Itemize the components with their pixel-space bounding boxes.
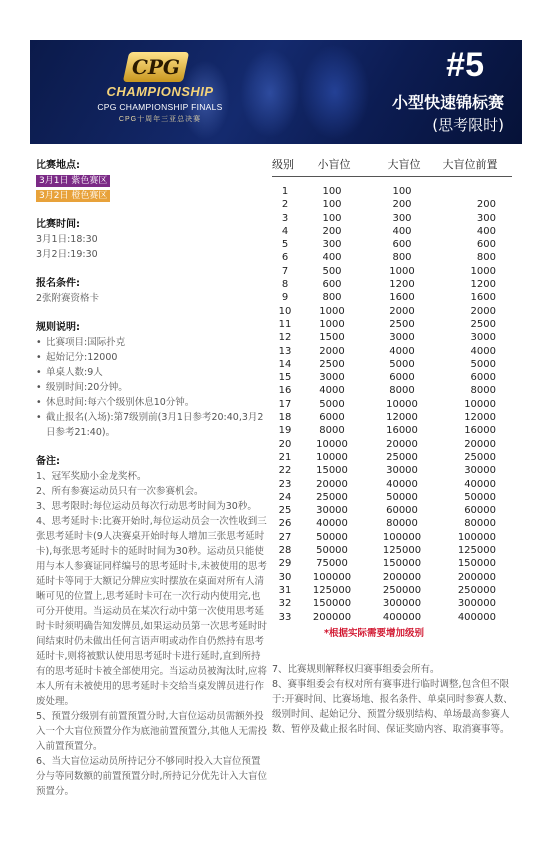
- event-banner: [30, 40, 522, 144]
- cell-small-blind: 100: [322, 212, 342, 224]
- note-item: 2、所有参赛运动员只有一次参赛机会。: [36, 486, 204, 497]
- header-big-blind: 大盲位: [387, 158, 421, 171]
- table-row: [272, 278, 512, 291]
- note-item: 3、思考限时:每位运动员每次行动思考时间为30秒。: [36, 501, 257, 512]
- cell-big-blind: 20000: [386, 438, 418, 450]
- cell-bb-ante: 150000: [457, 558, 496, 570]
- cell-small-blind: 200: [322, 225, 342, 237]
- note-item: 5、预置分级别有前置预置分时,大盲位运动员需额外投入一个大盲位预置分作为底池前置预置分,其他人无需投入前置预置分。: [36, 711, 268, 752]
- table-row: [272, 225, 512, 238]
- cell-big-blind: 250000: [382, 584, 422, 596]
- cell-bb-ante: 20000: [464, 438, 496, 450]
- cell-level: 3: [281, 212, 289, 224]
- cell-bb-ante: 300: [476, 212, 496, 224]
- logo-subtitle-cn: CPG十周年三亚总决赛: [118, 116, 202, 123]
- cell-level: 10: [278, 305, 292, 317]
- table-row: [272, 544, 512, 557]
- table-row: [272, 451, 512, 464]
- table-row: [272, 318, 512, 331]
- cell-big-blind: 40000: [386, 478, 418, 490]
- cell-bb-ante: 1600: [470, 292, 496, 304]
- cell-big-blind: 80000: [386, 518, 418, 530]
- table-row: [272, 504, 512, 517]
- cell-big-blind: 300000: [382, 598, 422, 610]
- cell-bb-ante: 2500: [470, 318, 496, 330]
- cell-level: 23: [278, 478, 292, 490]
- cell-level: 5: [281, 239, 289, 251]
- cell-big-blind: 2500: [389, 318, 415, 330]
- cell-small-blind: 100: [322, 186, 342, 197]
- cell-bb-ante: 80000: [464, 518, 496, 530]
- cell-small-blind: 2000: [319, 345, 345, 357]
- cell-bb-ante: 4000: [470, 345, 496, 357]
- cell-bb-ante: 125000: [457, 545, 496, 557]
- table-row: [272, 424, 512, 437]
- table-header: [272, 154, 512, 174]
- event-info-column: [36, 158, 268, 799]
- header-bb-ante: 大盲位前置: [442, 158, 498, 171]
- cell-small-blind: 4000: [319, 385, 345, 397]
- table-row: [272, 198, 512, 211]
- table-row: [272, 251, 512, 264]
- cell-big-blind: 30000: [386, 465, 418, 477]
- table-row: [272, 557, 512, 570]
- cell-bb-ante: 1000: [470, 265, 496, 277]
- cell-big-blind: 125000: [382, 545, 422, 557]
- cell-level: 32: [278, 598, 292, 610]
- cell-small-blind: 40000: [316, 518, 348, 530]
- signup-value: 2张附赛资格卡: [36, 293, 100, 304]
- cell-big-blind: 100000: [382, 531, 422, 543]
- table-row: [272, 305, 512, 318]
- banner-fingerprint-glow: [300, 44, 370, 140]
- cell-big-blind: 50000: [386, 491, 418, 503]
- cell-big-blind: 3000: [389, 332, 415, 344]
- cell-small-blind: 200000: [312, 611, 352, 623]
- cell-big-blind: 1000: [389, 265, 415, 277]
- table-row: [272, 371, 512, 384]
- cell-small-blind: 400: [322, 252, 342, 264]
- cell-small-blind: 800: [322, 292, 342, 304]
- cell-small-blind: 1000: [319, 318, 345, 330]
- table-row: [272, 491, 512, 504]
- rules-list: [36, 335, 268, 440]
- time-day2: 3月2日:19:30: [36, 249, 98, 260]
- cell-level: 4: [281, 225, 289, 237]
- cell-level: 6: [281, 252, 289, 264]
- cell-level: 25: [278, 505, 292, 517]
- cell-big-blind: 1600: [389, 292, 415, 304]
- table-row: [272, 384, 512, 397]
- note-item: 8、赛事组委会有权对所有赛事进行临时调整,包含但不限于:开赛时间、比赛场地、报名条件、单桌同时参赛人数、级别时间、起始记分、预置分级别结构、单场最高参赛人数、暂停及截止报名时间、保证奖励内容、取消赛事等。: [272, 679, 513, 735]
- cell-bb-ante: 12000: [464, 412, 496, 424]
- cell-big-blind: 12000: [386, 412, 418, 424]
- venue-day1-badge: 3月1日 紫色赛区: [36, 175, 110, 187]
- cell-bb-ante: 6000: [470, 372, 496, 384]
- cell-small-blind: 300: [322, 239, 342, 251]
- cell-level: 11: [278, 318, 292, 330]
- cell-level: 7: [281, 265, 289, 277]
- cell-bb-ante: 100000: [457, 531, 496, 543]
- cell-level: 33: [278, 611, 292, 623]
- table-row: [272, 265, 512, 278]
- table-row: [272, 597, 512, 610]
- cell-bb-ante: 2000: [470, 305, 496, 317]
- cell-big-blind: 600: [392, 239, 412, 251]
- cell-big-blind: 150000: [382, 558, 422, 570]
- cell-small-blind: 1000: [319, 305, 345, 317]
- table-row: [272, 331, 512, 344]
- cell-big-blind: 5000: [389, 358, 415, 370]
- cell-bb-ante: 8000: [470, 385, 496, 397]
- cell-small-blind: 5000: [319, 398, 345, 410]
- cell-level: 24: [278, 491, 292, 503]
- table-row: [272, 185, 512, 198]
- banner-fingerprint-glow: [240, 48, 300, 138]
- table-row: [272, 464, 512, 477]
- cell-big-blind: 60000: [386, 505, 418, 517]
- cell-big-blind: 10000: [386, 398, 418, 410]
- table-row: [272, 517, 512, 530]
- table-row: [272, 291, 512, 304]
- cell-bb-ante: 50000: [464, 491, 496, 503]
- cell-level: 17: [278, 398, 292, 410]
- cell-level: 9: [281, 292, 289, 304]
- cell-big-blind: 4000: [389, 345, 415, 357]
- cell-bb-ante: 40000: [464, 478, 496, 490]
- note-item: 1、冠军奖励小金龙奖杯。: [36, 471, 147, 482]
- cell-level: 13: [278, 345, 292, 357]
- rule-item: • 休息时间:每六个级别休息10分钟。: [36, 395, 268, 410]
- cell-small-blind: 8000: [319, 425, 345, 437]
- cell-level: 21: [278, 451, 292, 463]
- notes-label: 备注:: [36, 456, 60, 467]
- cell-bb-ante: 800: [476, 252, 496, 264]
- cell-small-blind: 1500: [319, 332, 345, 344]
- cell-bb-ante: 3000: [470, 332, 496, 344]
- cell-level: 20: [278, 438, 292, 450]
- table-row: [272, 438, 512, 451]
- table-row: [272, 571, 512, 584]
- cell-level: 18: [278, 412, 292, 424]
- venue-label: 比赛地点:: [36, 160, 80, 171]
- table-row: [272, 358, 512, 371]
- cell-level: 1: [281, 186, 289, 197]
- cell-bb-ante: 250000: [457, 584, 496, 596]
- cell-small-blind: 30000: [316, 505, 348, 517]
- table-body: [272, 185, 512, 624]
- cell-bb-ante: 16000: [464, 425, 496, 437]
- table-row: [272, 611, 512, 624]
- note-item: 7、比赛规则解释权归赛事组委会所有。: [272, 664, 440, 675]
- cell-bb-ante: 1200: [470, 279, 496, 291]
- cell-level: 16: [278, 385, 292, 397]
- cell-bb-ante: 400: [476, 225, 496, 237]
- cell-level: 15: [278, 372, 292, 384]
- cell-bb-ante: 400000: [457, 611, 496, 623]
- cell-small-blind: 100000: [312, 571, 352, 583]
- cpg-logo: CPG: [123, 52, 189, 82]
- cell-level: 19: [278, 425, 292, 437]
- cell-small-blind: 100: [322, 199, 342, 211]
- cell-big-blind: 2000: [389, 305, 415, 317]
- cell-small-blind: 20000: [316, 478, 348, 490]
- cell-big-blind: 400000: [382, 611, 422, 623]
- cell-bb-ante: 600: [476, 239, 496, 251]
- cell-big-blind: 300: [392, 212, 412, 224]
- cell-small-blind: 500: [322, 265, 342, 277]
- note-item: 4、思考延时卡:比赛开始时,每位运动员会一次性收到三张思考延时卡(9人决赛桌开始时每人增加三张思考延时卡),每张思考延时卡的延时时间为30秒。运动员只能使用与本人参赛证同样编号的思考延时卡,未被使用的思考延时卡等同于大额记分牌应实时摆放在桌面对所有人清晰可见的位置上,思考延时卡可在一次行动内使用完,也可分开使用。当运动员在某次行动中第一次使用思考延时卡时须明确告知发牌员,如果运动员第一次思考延时时间结束时仍未做出任何言语声明或动作自仍然持有思考延时卡,则将被默认使用思考延时卡进行延时,直到所持有的思考延时卡被全部使用完。当运动员被淘汰时,应将本人所有未被使用的思考延时卡交给当桌发牌员进行作废处理。: [36, 516, 268, 707]
- cell-big-blind: 25000: [386, 451, 418, 463]
- logo-wordmark: CHAMPIONSHIP: [106, 84, 214, 99]
- cell-bb-ante: 200: [476, 199, 496, 211]
- header-small-blind: 小盲位: [317, 158, 351, 171]
- more-notes: [272, 662, 516, 737]
- cell-bb-ante: 300000: [457, 598, 496, 610]
- cell-small-blind: 3000: [319, 372, 345, 384]
- cell-big-blind: 16000: [386, 425, 418, 437]
- table-row: [272, 411, 512, 424]
- cell-level: 31: [278, 584, 292, 596]
- cell-small-blind: 10000: [316, 451, 348, 463]
- cell-big-blind: 100: [392, 186, 412, 197]
- cell-bb-ante: 25000: [464, 451, 496, 463]
- cell-small-blind: 6000: [319, 412, 345, 424]
- cell-level: 26: [278, 518, 292, 530]
- cell-small-blind: 50000: [316, 545, 348, 557]
- logo-subtitle-en: CPG CHAMPIONSHIP FINALS: [97, 102, 223, 112]
- cell-bb-ante: 60000: [464, 505, 496, 517]
- notes-list: [36, 469, 268, 799]
- table-row: [272, 212, 512, 225]
- rule-item: • 截止报名(入场):第7级别前(3月1日参考20:40,3月2日参考21:40)。: [36, 410, 268, 440]
- cell-small-blind: 150000: [312, 598, 352, 610]
- cell-level: 28: [278, 545, 292, 557]
- levels-footnote: *根据实际需要增加级别: [324, 628, 424, 639]
- event-subtitle: (思考限时): [432, 116, 504, 134]
- event-number: #5: [446, 46, 484, 84]
- cell-level: 14: [278, 358, 292, 370]
- cell-small-blind: 10000: [316, 438, 348, 450]
- cell-level: 8: [281, 279, 289, 291]
- rules-label: 规则说明:: [36, 322, 80, 333]
- blind-structure-table: [272, 154, 512, 624]
- cell-level: 12: [278, 332, 292, 344]
- cell-level: 22: [278, 465, 292, 477]
- cell-level: 29: [278, 558, 292, 570]
- cell-bb-ante: 10000: [464, 398, 496, 410]
- header-level: 级别: [272, 158, 294, 171]
- cell-big-blind: 6000: [389, 372, 415, 384]
- cell-level: 27: [278, 531, 292, 543]
- rule-item: • 起始记分:12000: [36, 350, 268, 365]
- table-row: [272, 238, 512, 251]
- cell-small-blind: 50000: [316, 531, 348, 543]
- time-day1: 3月1日:18:30: [36, 234, 98, 245]
- table-row: [272, 531, 512, 544]
- rule-item: • 级别时间:20分钟。: [36, 380, 268, 395]
- cell-bb-ante: 5000: [470, 358, 496, 370]
- cell-bb-ante: 200000: [457, 571, 496, 583]
- cell-small-blind: 25000: [316, 491, 348, 503]
- cell-big-blind: 200000: [382, 571, 422, 583]
- cell-bb-ante: 30000: [464, 465, 496, 477]
- cell-big-blind: 800: [392, 252, 412, 264]
- venue-day2-badge: 3月2日 橙色赛区: [36, 190, 110, 202]
- banner-fingerprint-glow: [180, 60, 230, 140]
- rule-item: • 比赛项目:国际扑克: [36, 335, 268, 350]
- cell-big-blind: 1200: [389, 279, 415, 291]
- cell-small-blind: 125000: [312, 584, 352, 596]
- cell-big-blind: 400: [392, 225, 412, 237]
- cell-big-blind: 8000: [389, 385, 415, 397]
- note-item: 6、当大盲位运动员所持记分不够同时投入大盲位预置分与等同数额的前置预置分时,所持记分优先计入大盲位预置分。: [36, 756, 268, 797]
- event-title: 小型快速锦标赛: [391, 93, 504, 112]
- cell-level: 2: [281, 199, 289, 211]
- table-row: [272, 584, 512, 597]
- cell-small-blind: 2500: [319, 358, 345, 370]
- table-row: [272, 398, 512, 411]
- signup-label: 报名条件:: [36, 278, 80, 289]
- cell-big-blind: 200: [392, 199, 412, 211]
- table-row: [272, 345, 512, 358]
- cell-small-blind: 600: [322, 279, 342, 291]
- rule-item: • 单桌人数:9人: [36, 365, 268, 380]
- cell-level: 30: [278, 571, 292, 583]
- cell-small-blind: 75000: [316, 558, 348, 570]
- cell-small-blind: 15000: [316, 465, 348, 477]
- time-label: 比赛时间:: [36, 219, 80, 230]
- table-row: [272, 478, 512, 491]
